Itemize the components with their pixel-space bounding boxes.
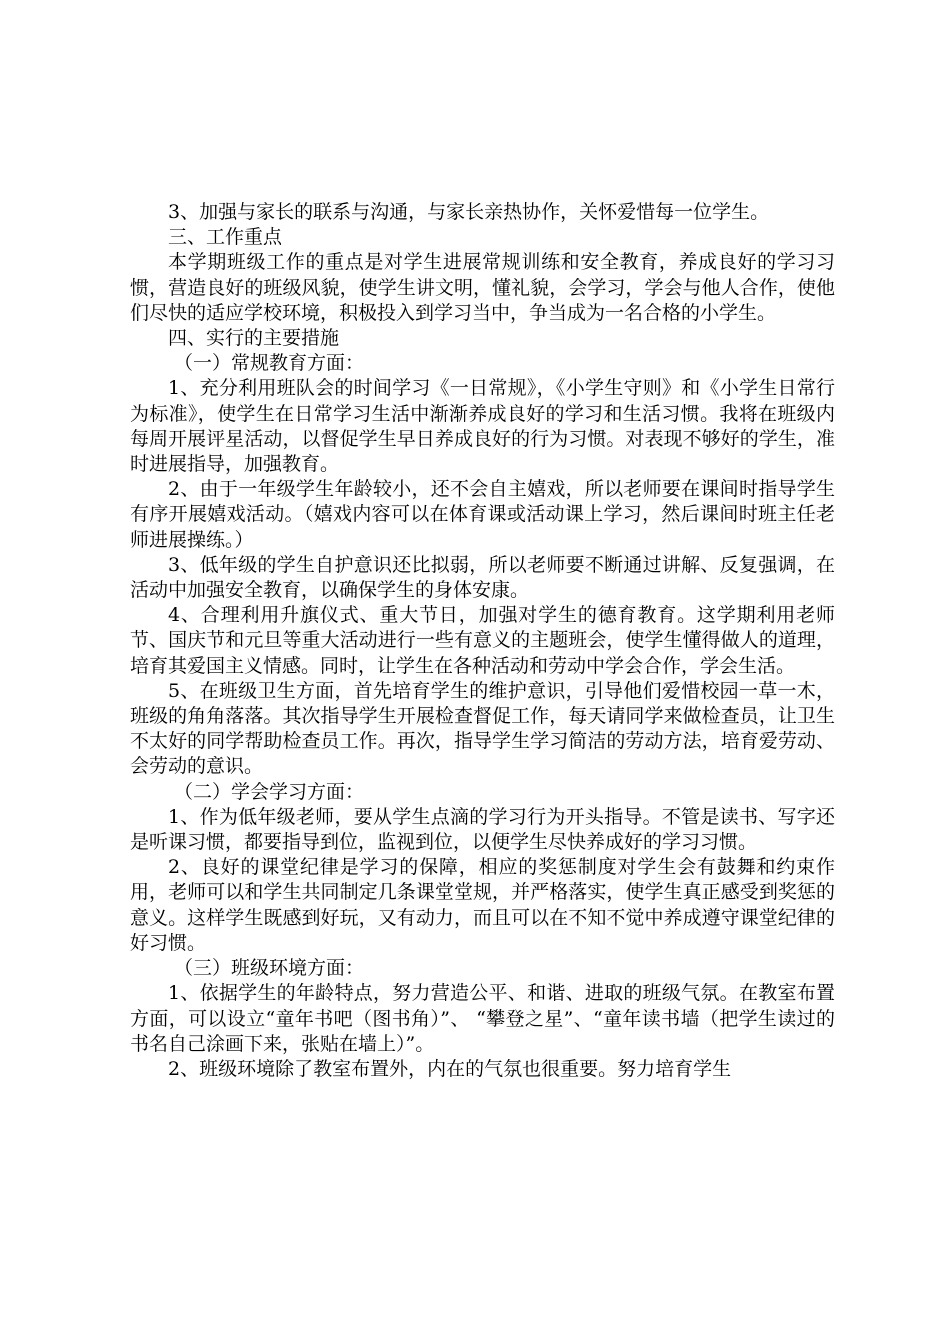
paragraph-routine-2: 2、由于一年级学生年龄较小，还不会自主嬉戏，所以老师要在课间时指导学生有序开展嬉戏活动。（嬉戏内容可以在体育课或活动课上学习，然后课间时班主任老师进展操练。）: [130, 478, 835, 551]
paragraph-environment-1: 1、依据学生的年龄特点，努力营造公平、和谐、进取的班级气氛。在教室布置方面，可以设立“童年书吧（图书角）”、 “攀登之星”、“童年读书墙（把学生读过的书名自己涂画下来，张贴在墙上）”。: [130, 982, 835, 1055]
subheading-routine-education: （一）常规教育方面：: [174, 352, 365, 375]
paragraph-routine-3: 3、低年级的学生自护意识还比拟弱，所以老师要不断通过讲解、反复强调，在活动中加强安全教育，以确保学生的身体安康。: [130, 553, 835, 602]
section-heading-main-measures: 四、实行的主要措施: [168, 327, 340, 350]
paragraph-routine-4: 4、合理利用升旗仪式、重大节日，加强对学生的德育教育。这学期利用老师节、国庆节和元旦等重大活动进行一些有意义的主题班会，使学生懂得做人的道理，培育其爱国主义情感。同时，让学生在各种活动和劳动中学会合作，学会生活。: [130, 604, 835, 677]
paragraph-learning-2: 2、良好的课堂纪律是学习的保障，相应的奖惩制度对学生会有鼓舞和约束作用，老师可以和学生共同制定几条课堂堂规，并严格落实，使学生真正感受到奖惩的意义。这样学生既感到好玩，又有动力，而且可以在不知不觉中养成遵守课堂纪律的好习惯。: [130, 856, 835, 954]
paragraph-work-focus: 本学期班级工作的重点是对学生进展常规训练和安全教育，养成良好的学习习惯，营造良好的班级风貌，使学生讲文明，懂礼貌，会学习，学会与他人合作，使他们尽快的适应学校环境，积极投入到学习当中，争当成为一名合格的小学生。: [130, 251, 835, 324]
paragraph-routine-5: 5、在班级卫生方面，首先培育学生的维护意识，引导他们爱惜校园一草一木，班级的角角落落。其次指导学生开展检查督促工作，每天请同学来做检查员，让卫生不太好的同学帮助检查员工作。再次，指导学生学习简洁的劳动方法，培育爱劳动、会劳动的意识。: [130, 679, 835, 778]
paragraph-routine-1: 1、充分利用班队会的时间学习《一日常规》，《小学生守则》和《小学生日常行为标准》，使学生在日常学习生活中渐渐养成良好的学习和生活习惯。我将在班级内每周开展评星活动，以督促学生早日养成良好的行为习惯。对表现不够好的学生，准时进展指导，加强教育。: [130, 377, 835, 476]
section-heading-work-focus: 三、工作重点: [168, 226, 283, 249]
paragraph-learning-1: 1、作为低年级老师，要从学生点滴的学习行为开头指导。不管是读书、写字还是听课习惯，都要指导到位，监视到位，以便学生尽快养成好的学习习惯。: [130, 805, 835, 854]
document-body: [130, 200, 835, 1082]
subheading-class-environment: （三）班级环境方面：: [174, 957, 365, 980]
subheading-learning: （二）学会学习方面：: [174, 780, 365, 803]
paragraph-parent-communication: 3、加强与家长的联系与沟通，与家长亲热协作，关怀爱惜每一位学生。: [168, 201, 770, 223]
paragraph-environment-2: 2、班级环境除了教室布置外，内在的气氛也很重要。努力培育学生: [168, 1057, 732, 1080]
